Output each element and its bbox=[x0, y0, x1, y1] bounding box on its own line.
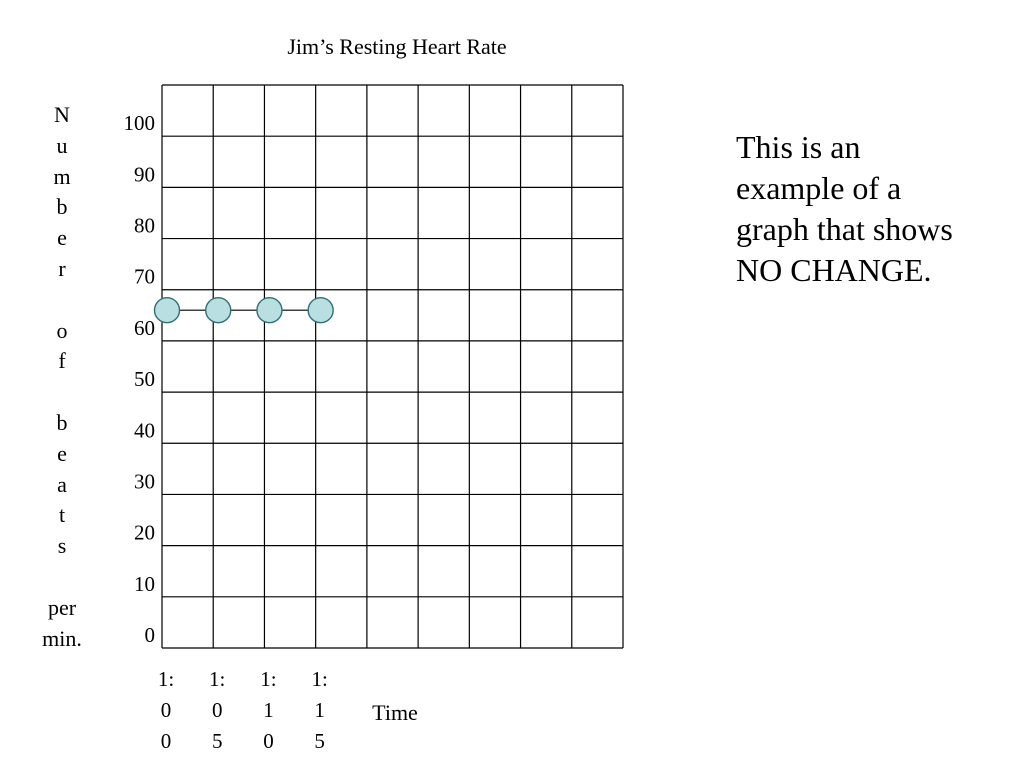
y-tick-label: 30 bbox=[134, 469, 155, 494]
x-tick-labels bbox=[158, 667, 328, 753]
x-tick-label: 1: 1 0 bbox=[260, 667, 277, 753]
data-point bbox=[257, 298, 282, 323]
data-point bbox=[155, 298, 180, 323]
series-layer bbox=[155, 298, 334, 323]
y-tick-label: 90 bbox=[134, 162, 155, 187]
x-tick-label: 1: 1 5 bbox=[311, 667, 328, 753]
y-tick-label: 80 bbox=[134, 213, 155, 238]
chart-title: Jim’s Resting Heart Rate bbox=[287, 34, 507, 59]
data-point bbox=[206, 298, 231, 323]
y-tick-label: 50 bbox=[134, 367, 155, 392]
x-axis-label: Time bbox=[372, 700, 418, 725]
y-tick-label: 60 bbox=[134, 315, 155, 340]
y-tick-label: 100 bbox=[123, 111, 155, 136]
y-tick-label: 40 bbox=[134, 418, 155, 443]
data-point bbox=[308, 298, 333, 323]
chart-grid bbox=[162, 85, 623, 648]
side-note: This is an example of a graph that shows NO CHANGE. bbox=[736, 129, 953, 288]
x-tick-label: 1: 0 0 bbox=[157, 667, 175, 753]
y-axis-label: N u m b e r o f b e a t s per min. bbox=[42, 102, 82, 651]
y-tick-label: 0 bbox=[144, 623, 155, 647]
y-tick-label: 20 bbox=[134, 520, 155, 545]
y-tick-label: 70 bbox=[134, 264, 155, 289]
y-tick-label: 10 bbox=[134, 571, 155, 596]
x-tick-label: 1: 0 5 bbox=[209, 667, 226, 753]
y-tick-labels bbox=[124, 111, 156, 647]
